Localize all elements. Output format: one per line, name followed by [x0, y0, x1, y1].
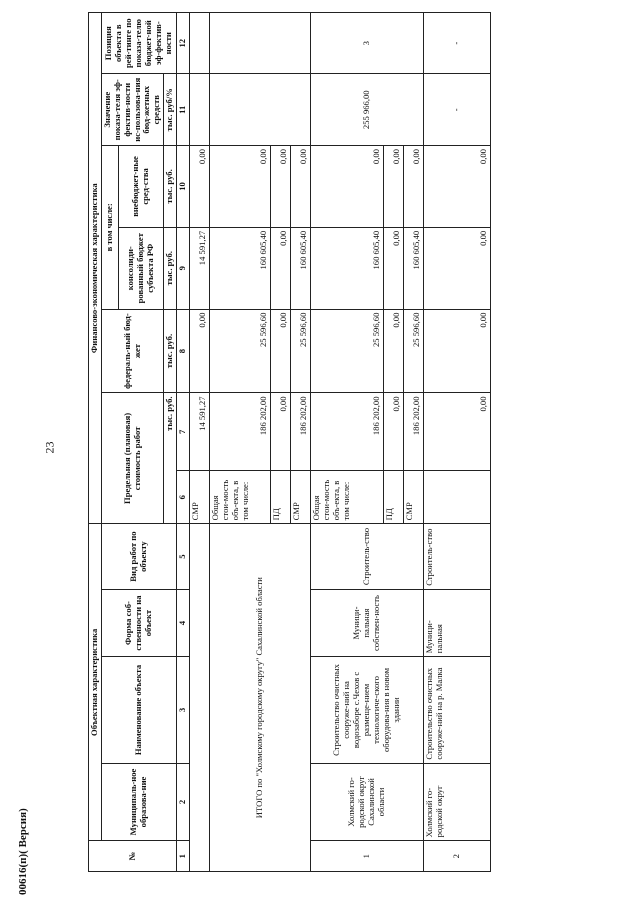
- table-cell: СМР: [189, 471, 209, 524]
- unit-cost: тыс. руб.: [164, 393, 177, 524]
- colnum: 7: [177, 393, 190, 471]
- table-cell: [189, 13, 209, 74]
- header-work-type: Вид работ по объекту: [101, 524, 176, 589]
- row1-rating-position: 3: [310, 13, 423, 74]
- rotated-table-container: [88, 12, 608, 872]
- table-cell: 186 202,00: [310, 393, 383, 471]
- header-object-name: Наименование объекта: [101, 657, 176, 763]
- table-cell: 0,00: [423, 146, 490, 228]
- page-number: 23: [42, 441, 57, 454]
- row2-ownership: Муници-пальная: [423, 589, 490, 656]
- table-cell: 160 605,40: [403, 227, 423, 309]
- total-label: ИТОГО по "Холмскому городскому округу" Сахалинской области: [209, 524, 310, 872]
- header-including: в том числе:: [101, 146, 119, 310]
- table-cell: 0,00: [270, 146, 290, 228]
- table-cell: 186 202,00: [290, 393, 310, 471]
- table-cell: 25 596,60: [403, 309, 423, 393]
- table-cell: Общая стои-мость объ-екта, в том числе:: [310, 471, 383, 524]
- table-cell: 0,00: [383, 227, 403, 309]
- colnum: 11: [177, 74, 190, 146]
- table-cell: 14 591,27: [189, 393, 209, 471]
- table-cell: 0,00: [383, 393, 403, 471]
- colnum: 3: [177, 657, 190, 763]
- row2-num: 2: [423, 841, 490, 872]
- table-cell: 0,00: [423, 393, 490, 471]
- colnum: 1: [177, 841, 190, 872]
- table-cell: Общая стои-мость объ-екта, в том числе:: [209, 471, 270, 524]
- row2-municipality: Холмский го-родской округ: [423, 763, 490, 841]
- row1-num: 1: [310, 841, 423, 872]
- table-cell: 25 596,60: [209, 309, 270, 393]
- table-cell: [189, 74, 209, 146]
- colnum: 2: [177, 763, 190, 841]
- table-cell: [209, 13, 310, 74]
- table-cell: 160 605,40: [290, 227, 310, 309]
- colnum: 10: [177, 146, 190, 228]
- investment-table: [88, 12, 491, 872]
- row1-efficiency: 255 966,00: [310, 74, 423, 146]
- table-cell: 0,00: [423, 309, 490, 393]
- table-cell: 0,00: [270, 309, 290, 393]
- row2-object-name: Строительство очистных сооруже-ний на р. Малка: [423, 657, 490, 763]
- table-cell: 0,00: [270, 393, 290, 471]
- row2-efficiency: -: [423, 74, 490, 146]
- colnum: 6: [177, 471, 190, 524]
- header-num: №: [89, 841, 177, 872]
- table-cell: 25 596,60: [310, 309, 383, 393]
- table-cell: 25 596,60: [290, 309, 310, 393]
- unit-extrabudget: тыс. руб.: [164, 146, 177, 228]
- header-rating-position: Позиция объекта в рей-тинге по показа-телю бюджет-ной эф-фектив-ности: [101, 13, 176, 74]
- table-cell: 160 605,40: [209, 227, 270, 309]
- table-cell: 0,00: [290, 146, 310, 228]
- header-cost: Предельная (плановая) стоимость работ: [101, 393, 163, 524]
- table-cell: 186 202,00: [209, 393, 270, 471]
- table-cell: 0,00: [189, 146, 209, 228]
- table-cell: 0,00: [189, 309, 209, 393]
- row1-object-name: Строительство очистных сооруже-ний на водозаборе с.Чехов с размеще-нием технологиче-ского оборудова-ния в новом здании: [310, 657, 423, 763]
- header-consolidated: консолиди-рованный бюджет субъекта РФ: [119, 227, 164, 309]
- header-object-characteristics: Объектная характеристика: [89, 524, 102, 841]
- unit-efficiency: тыс. руб/%: [164, 74, 177, 146]
- header-efficiency: Значение показа-теля эф-фектив-ности ис-пользова-ния бюд-жетных средств: [101, 74, 163, 146]
- header-financial-characteristics: Финансово-экономическая характеристика: [89, 13, 102, 524]
- header-extrabudget: внебюджет-ные сред-ства: [119, 146, 164, 228]
- row1-work-type: Строитель-ство: [310, 524, 423, 589]
- table-cell: СМР: [290, 471, 310, 524]
- table-cell: 0,00: [270, 227, 290, 309]
- table-cell: [189, 524, 209, 872]
- table-cell: 14 591,27: [189, 227, 209, 309]
- table-cell: 0,00: [423, 227, 490, 309]
- table-cell: СМР: [403, 471, 423, 524]
- colnum: 4: [177, 589, 190, 656]
- row2-work-type: Строитель-ство: [423, 524, 490, 589]
- table-cell: 0,00: [310, 146, 383, 228]
- table-cell: [423, 471, 490, 524]
- document-footer: 00616(п)( Версия): [17, 808, 29, 895]
- table-cell: 0,00: [403, 146, 423, 228]
- header-ownership: Форма соб-ственности на объект: [101, 589, 176, 656]
- table-cell: 0,00: [383, 309, 403, 393]
- table-cell: 0,00: [209, 146, 270, 228]
- colnum: 8: [177, 309, 190, 393]
- table-cell: [209, 74, 310, 146]
- table-cell: ПД: [383, 471, 403, 524]
- header-municipality: Муниципаль-ное образова-ние: [101, 763, 176, 841]
- table-cell: 0,00: [383, 146, 403, 228]
- colnum: 9: [177, 227, 190, 309]
- table-cell: 186 202,00: [403, 393, 423, 471]
- table-cell: 160 605,40: [310, 227, 383, 309]
- row1-municipality: Холмский го-родской округ Сахалинской области: [310, 763, 423, 841]
- colnum: 12: [177, 13, 190, 74]
- row1-ownership: Муници-пальная собствен-ность: [310, 589, 423, 656]
- header-federal: федераль-ный бюд-жет: [101, 309, 163, 393]
- row2-rating-position: -: [423, 13, 490, 74]
- unit-federal: тыс. руб.: [164, 309, 177, 393]
- table-cell: ПД: [270, 471, 290, 524]
- unit-consolidated: тыс. руб.: [164, 227, 177, 309]
- colnum: 5: [177, 524, 190, 589]
